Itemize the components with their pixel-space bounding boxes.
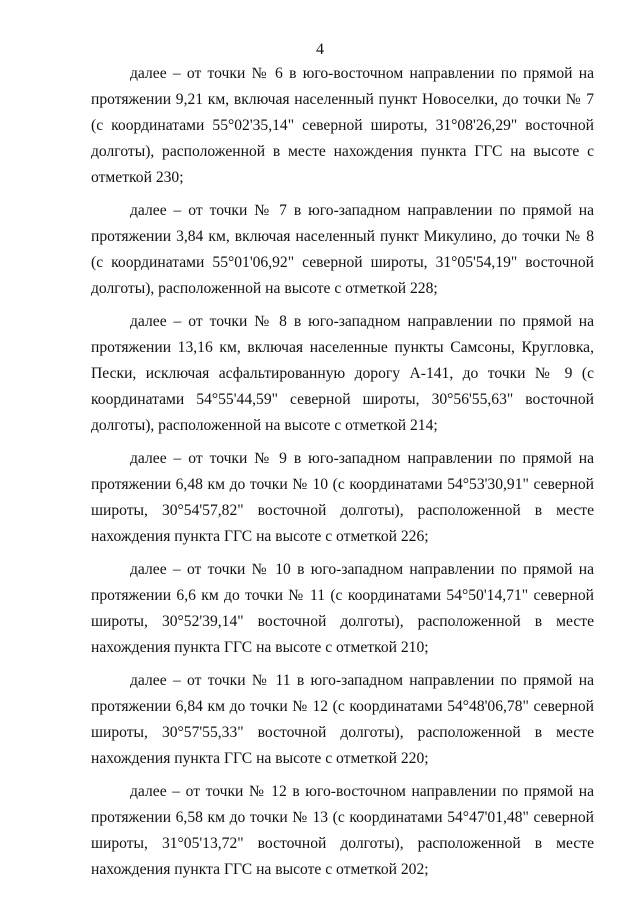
boundary-paragraph-2: далее – от точки № 7 в юго-западном направлении по прямой на протяжении 3,84 км, включая населенный пункт Микулино, до точки № 8 (с координатами 55°01'06,92" северной широты, 31°05'54,19" восточной долготы), расположенной на высоте с отметкой 228; <box>91 202 594 297</box>
boundary-paragraph-3: далее – от точки № 8 в юго-западном направлении по прямой на протяжении 13,16 км, включая населенные пункты Самсоны, Кругловка, Пески, исключая асфальтированную дорогу А-141, до точки № 9 (с координатами 54°55'44,59" северной широты, 30°56'55,63" восточной долготы), расположенной на высоте с отметкой 214; <box>91 313 594 434</box>
boundary-paragraph-5: далее – от точки № 10 в юго-западном направлении по прямой на протяжении 6,6 км до точки № 11 (с координатами 54°50'14,71" северной широты, 30°52'39,14" восточной долготы), расположенной в месте нахождения пункта ГГС на высоте с отметкой 210; <box>91 561 594 656</box>
document-body <box>91 61 594 890</box>
boundary-paragraph-7: далее – от точки № 12 в юго-восточном направлении по прямой на протяжении 6,58 км до точки № 13 (с координатами 54°47'01,48" северной широты, 31°05'13,72" восточной долготы), расположенной в месте нахождения пункта ГГС на высоте с отметкой 202; <box>91 783 594 878</box>
page-number: 4 <box>316 41 324 58</box>
boundary-paragraph-4: далее – от точки № 9 в юго-западном направлении по прямой на протяжении 6,48 км до точки № 10 (с координатами 54°53'30,91" северной широты, 30°54'57,82" восточной долготы), расположенной в месте нахождения пункта ГГС на высоте с отметкой 226; <box>91 450 594 545</box>
boundary-paragraph-1: далее – от точки № 6 в юго-восточном направлении по прямой на протяжении 9,21 км, включая населенный пункт Новоселки, до точки № 7 (с координатами 55°02'35,14" северной широты, 31°08'26,29" восточной долготы), расположенной в месте нахождения пункта ГГС на высоте с отметкой 230; <box>91 65 594 186</box>
boundary-paragraph-6: далее – от точки № 11 в юго-западном направлении по прямой на протяжении 6,84 км до точки № 12 (с координатами 54°48'06,78" северной широты, 30°57'55,33" восточной долготы), расположенной в месте нахождения пункта ГГС на высоте с отметкой 220; <box>91 672 594 767</box>
